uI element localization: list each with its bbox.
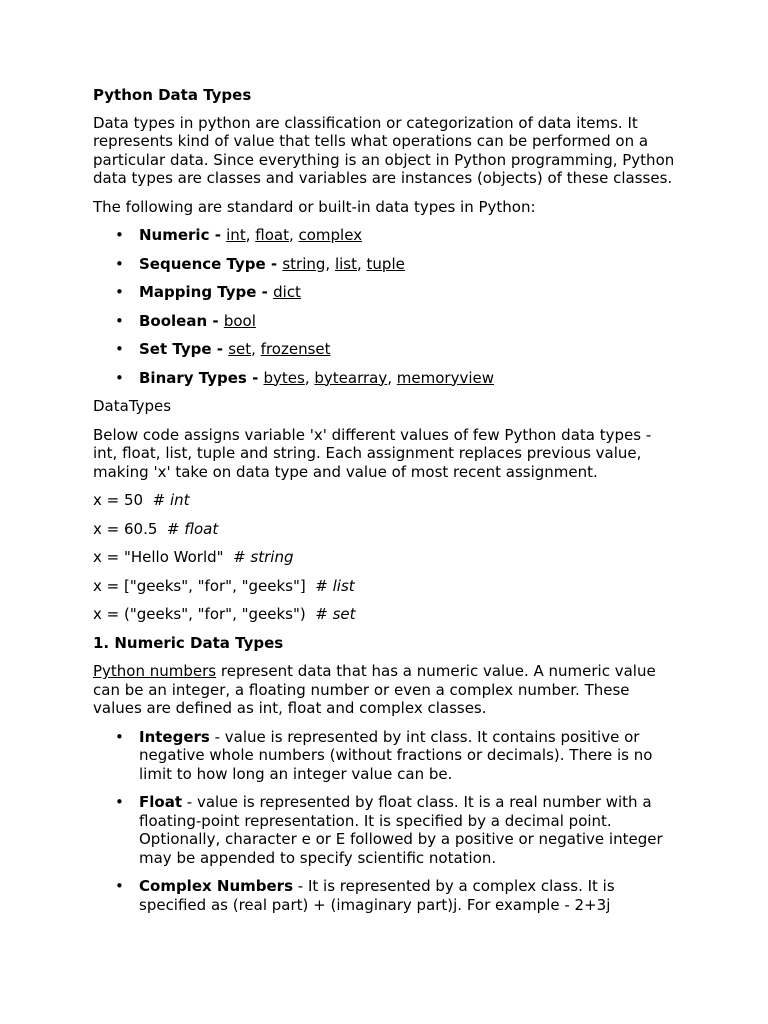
builtin-type-label: Numeric - bbox=[139, 226, 227, 244]
builtin-types-list bbox=[93, 226, 678, 387]
datatypes-caption: DataTypes bbox=[93, 397, 172, 415]
numeric-type-term: Float bbox=[139, 793, 182, 811]
code-comment: # set bbox=[315, 605, 356, 623]
numeric-type-desc: - It is represented by a complex class. It is specified as (real part) + (imaginary part)j. For example - 2+3j bbox=[139, 877, 615, 914]
numeric-type-desc: - value is represented by float class. It is a real number with a floating-point representation. It is specified by a decimal point. Optionally, character e or E followed by a positive or negative integer may be appended to specify scientific notation. bbox=[139, 793, 663, 867]
code-intro-paragraph: Below code assigns variable 'x' different values of few Python data types - int, float, list, tuple and string. Each assignment replaces previous value, making 'x' take on data type and value of most recent assignment. bbox=[93, 425, 652, 481]
builtin-type-label: Sequence Type - bbox=[139, 254, 283, 273]
code-line bbox=[93, 548, 678, 567]
builtin-type-label: Mapping Type - bbox=[139, 283, 274, 301]
type-link-complex[interactable]: complex bbox=[298, 226, 363, 244]
numeric-heading: 1. Numeric Data Types bbox=[93, 633, 284, 652]
type-link-tuple[interactable]: tuple bbox=[366, 254, 405, 273]
type-link-bool[interactable]: bool bbox=[223, 311, 256, 330]
numeric-type-item bbox=[93, 793, 678, 867]
type-link-float[interactable]: float bbox=[255, 226, 289, 244]
code-text: x = 60.5 bbox=[93, 519, 167, 538]
type-link-frozenset[interactable]: frozenset bbox=[260, 340, 331, 358]
builtin-type-item bbox=[93, 312, 678, 331]
code-text: x = 50 bbox=[93, 491, 153, 509]
code-text: x = ("geeks", "for", "geeks") bbox=[93, 605, 316, 623]
numeric-type-item bbox=[93, 877, 678, 914]
numeric-types-list bbox=[93, 728, 678, 915]
type-link-memoryview[interactable]: memoryview bbox=[396, 368, 494, 387]
numeric-intro-paragraph bbox=[93, 662, 678, 718]
numeric-type-term: Integers bbox=[139, 727, 210, 746]
code-examples bbox=[93, 491, 678, 624]
numeric-type-item bbox=[93, 728, 678, 784]
intro-paragraph: Data types in python are classification or categorization of data items. It represents kind of value that tells what operations can be performed on a particular data. Since everything is an object in Python programming, Python data types are classes and variables are instances (objects) of these classes. bbox=[93, 113, 675, 187]
code-line bbox=[93, 491, 678, 510]
code-comment: # int bbox=[152, 491, 190, 509]
page-title: Python Data Types bbox=[93, 86, 252, 104]
builtin-type-label: Boolean - bbox=[139, 311, 224, 330]
builtin-type-item: • Sequence Type - string, list, tuple bbox=[93, 255, 678, 274]
code-comment: # string bbox=[233, 548, 294, 566]
code-text: x = "Hello World" bbox=[93, 548, 234, 566]
code-text: x = ["geeks", "for", "geeks"] bbox=[93, 576, 316, 595]
code-line bbox=[93, 577, 678, 596]
numeric-type-term: Complex Numbers bbox=[139, 877, 293, 895]
builtin-type-label: Binary Types - bbox=[139, 368, 264, 387]
builtin-type-item bbox=[93, 283, 678, 302]
type-link-dict[interactable]: dict bbox=[273, 283, 301, 301]
builtin-type-label: Set Type - bbox=[139, 340, 229, 358]
type-link-bytearray[interactable]: bytearray bbox=[314, 368, 388, 387]
code-line bbox=[93, 520, 678, 539]
builtin-type-item: • Numeric - int, float, complex bbox=[93, 226, 678, 245]
code-line bbox=[93, 605, 678, 624]
code-comment: # float bbox=[166, 519, 219, 538]
type-link-list[interactable]: list bbox=[334, 254, 357, 273]
numeric-intro-text: represent data that has a numeric value. A numeric value can be an integer, a floating number or even a complex number. These values are defined as int, float and complex classes. bbox=[93, 662, 656, 717]
numeric-type-desc: - value is represented by int class. It contains positive or negative whole numbers (without fractions or decimals). There is no limit to how long an integer value can be. bbox=[139, 727, 653, 783]
type-link-set[interactable]: set bbox=[228, 340, 252, 358]
type-link-int[interactable]: int bbox=[226, 226, 246, 244]
code-comment: # list bbox=[315, 576, 355, 595]
python-numbers-link[interactable]: Python numbers bbox=[93, 662, 217, 680]
type-link-bytes[interactable]: bytes bbox=[263, 368, 305, 387]
type-link-string[interactable]: string bbox=[282, 254, 326, 273]
builtin-intro: The following are standard or built-in data types in Python: bbox=[93, 197, 536, 216]
builtin-type-item: • Binary Types - bytes, bytearray, memoryview bbox=[93, 369, 678, 388]
builtin-type-item: • Set Type - set, frozenset bbox=[93, 340, 678, 359]
